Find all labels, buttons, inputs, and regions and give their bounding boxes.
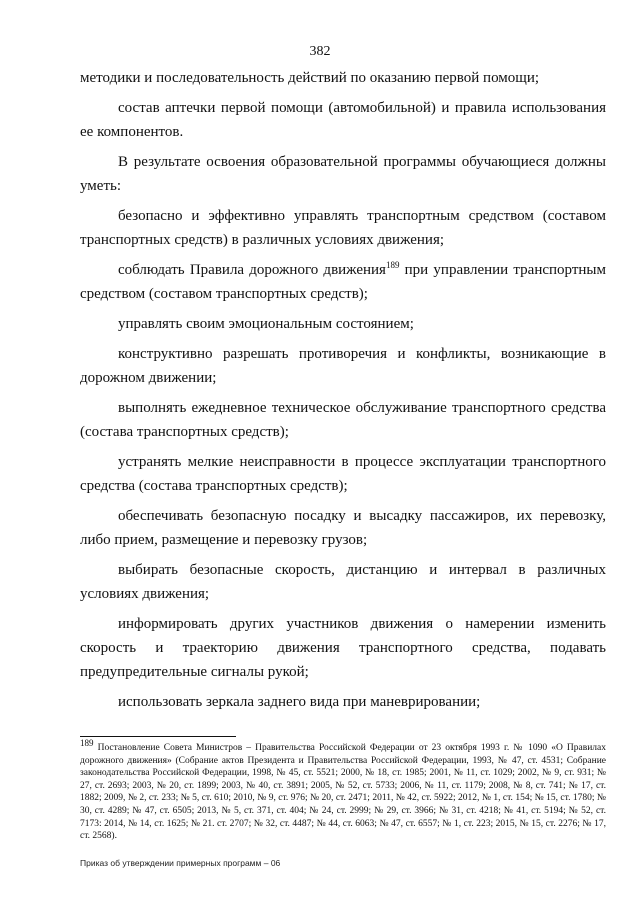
footnote-divider <box>80 736 236 737</box>
footnote-marker: 189 <box>80 737 94 748</box>
footnote-text: Постановление Совета Министров – Правительства Российской Федерации от 23 октября 1993 г. № 1090 «О Правилах дорожного движения» (Собрание актов Президента и Правительства Российской Федерации, 1993, № 47, ст. 4531; Собрание законодательства Российской Федерации, 1998, № 45, ст. 5521; 2000, № 18, ст. 1985; 2001, № 11, ст. 1029; 2002, № 9, ст. 931; № 27, ст. 2693; 2003, № 20, ст. 1899; 2003, № 40, ст. 3891; 2005, № 52, ст. 5733; 2006, № 11, ст. 1179; 2008, № 8, ст. 741; № 17, ст. 1882; 2009, № 2, ст. 233; № 5, ст. 610; 2010, № 9, ст. 976; № 20, ст. 2471; 2011, № 42, ст. 5922; 2012, № 1, ст. 154; № 15, ст. 1780; № 30, ст. 4289; № 47, ст. 6505; 2013, № 5, ст. 371, ст. 404; № 24, ст. 2999; № 29, ст. 3966; № 31, ст. 4218; № 41, ст. 5194; № 52, ст. 7173: 2014, № 14, ст. 1625; № 21. ст. 2707; № 32, ст. 4487; № 44, ст. 6063; № 47, ст. 6557; № 1, ст. 223; 2015, № 15, ст. 2276; № 17, ст. 2568). <box>80 743 606 842</box>
paragraph: устранять мелкие неисправности в процессе эксплуатации транспортного средства (состава транспортных средств); <box>80 454 606 494</box>
paragraph: безопасно и эффективно управлять транспортным средством (составом транспортных средств) в различных условиях движения; <box>80 208 606 248</box>
paragraph: выполнять ежедневное техническое обслуживание транспортного средства (состава транспортных средств); <box>80 400 606 440</box>
paragraph: использовать зеркала заднего вида при маневрировании; <box>118 694 481 710</box>
paragraph: управлять своим эмоциональным состоянием; <box>118 316 414 332</box>
text-fragment: при управлении транспортным средством (составом транспортных средств); <box>80 262 606 302</box>
page-footer: Приказ об утверждении примерных программ – 06 <box>80 858 281 868</box>
paragraph: состав аптечки первой помощи (автомобильной) и правила использования ее компонентов. <box>80 100 606 140</box>
paragraph: В результате освоения образовательной программы обучающиеся должны уметь: <box>80 154 606 194</box>
footnote <box>80 737 606 843</box>
paragraph: конструктивно разрешать противоречия и конфликты, возникающие в дорожном движении; <box>80 346 606 386</box>
footnote-reference[interactable]: 189 <box>385 260 400 270</box>
paragraph: методики и последовательность действий по оказанию первой помощи; <box>80 70 540 86</box>
paragraph: обеспечивать безопасную посадку и высадку пассажиров, их перевозку, либо прием, размещение и перевозку грузов; <box>80 508 606 548</box>
document-body <box>80 66 606 720</box>
paragraph: информировать других участников движения о намерении изменить скорость и траекторию движения транспортного средства, подавать предупредительные сигналы рукой; <box>80 616 606 680</box>
paragraph: выбирать безопасные скорость, дистанцию и интервал в различных условиях движения; <box>80 562 606 602</box>
paragraph-with-footnote-ref <box>80 258 606 306</box>
page-number: 382 <box>309 44 331 59</box>
text-fragment: соблюдать Правила дорожного движения <box>118 262 386 278</box>
